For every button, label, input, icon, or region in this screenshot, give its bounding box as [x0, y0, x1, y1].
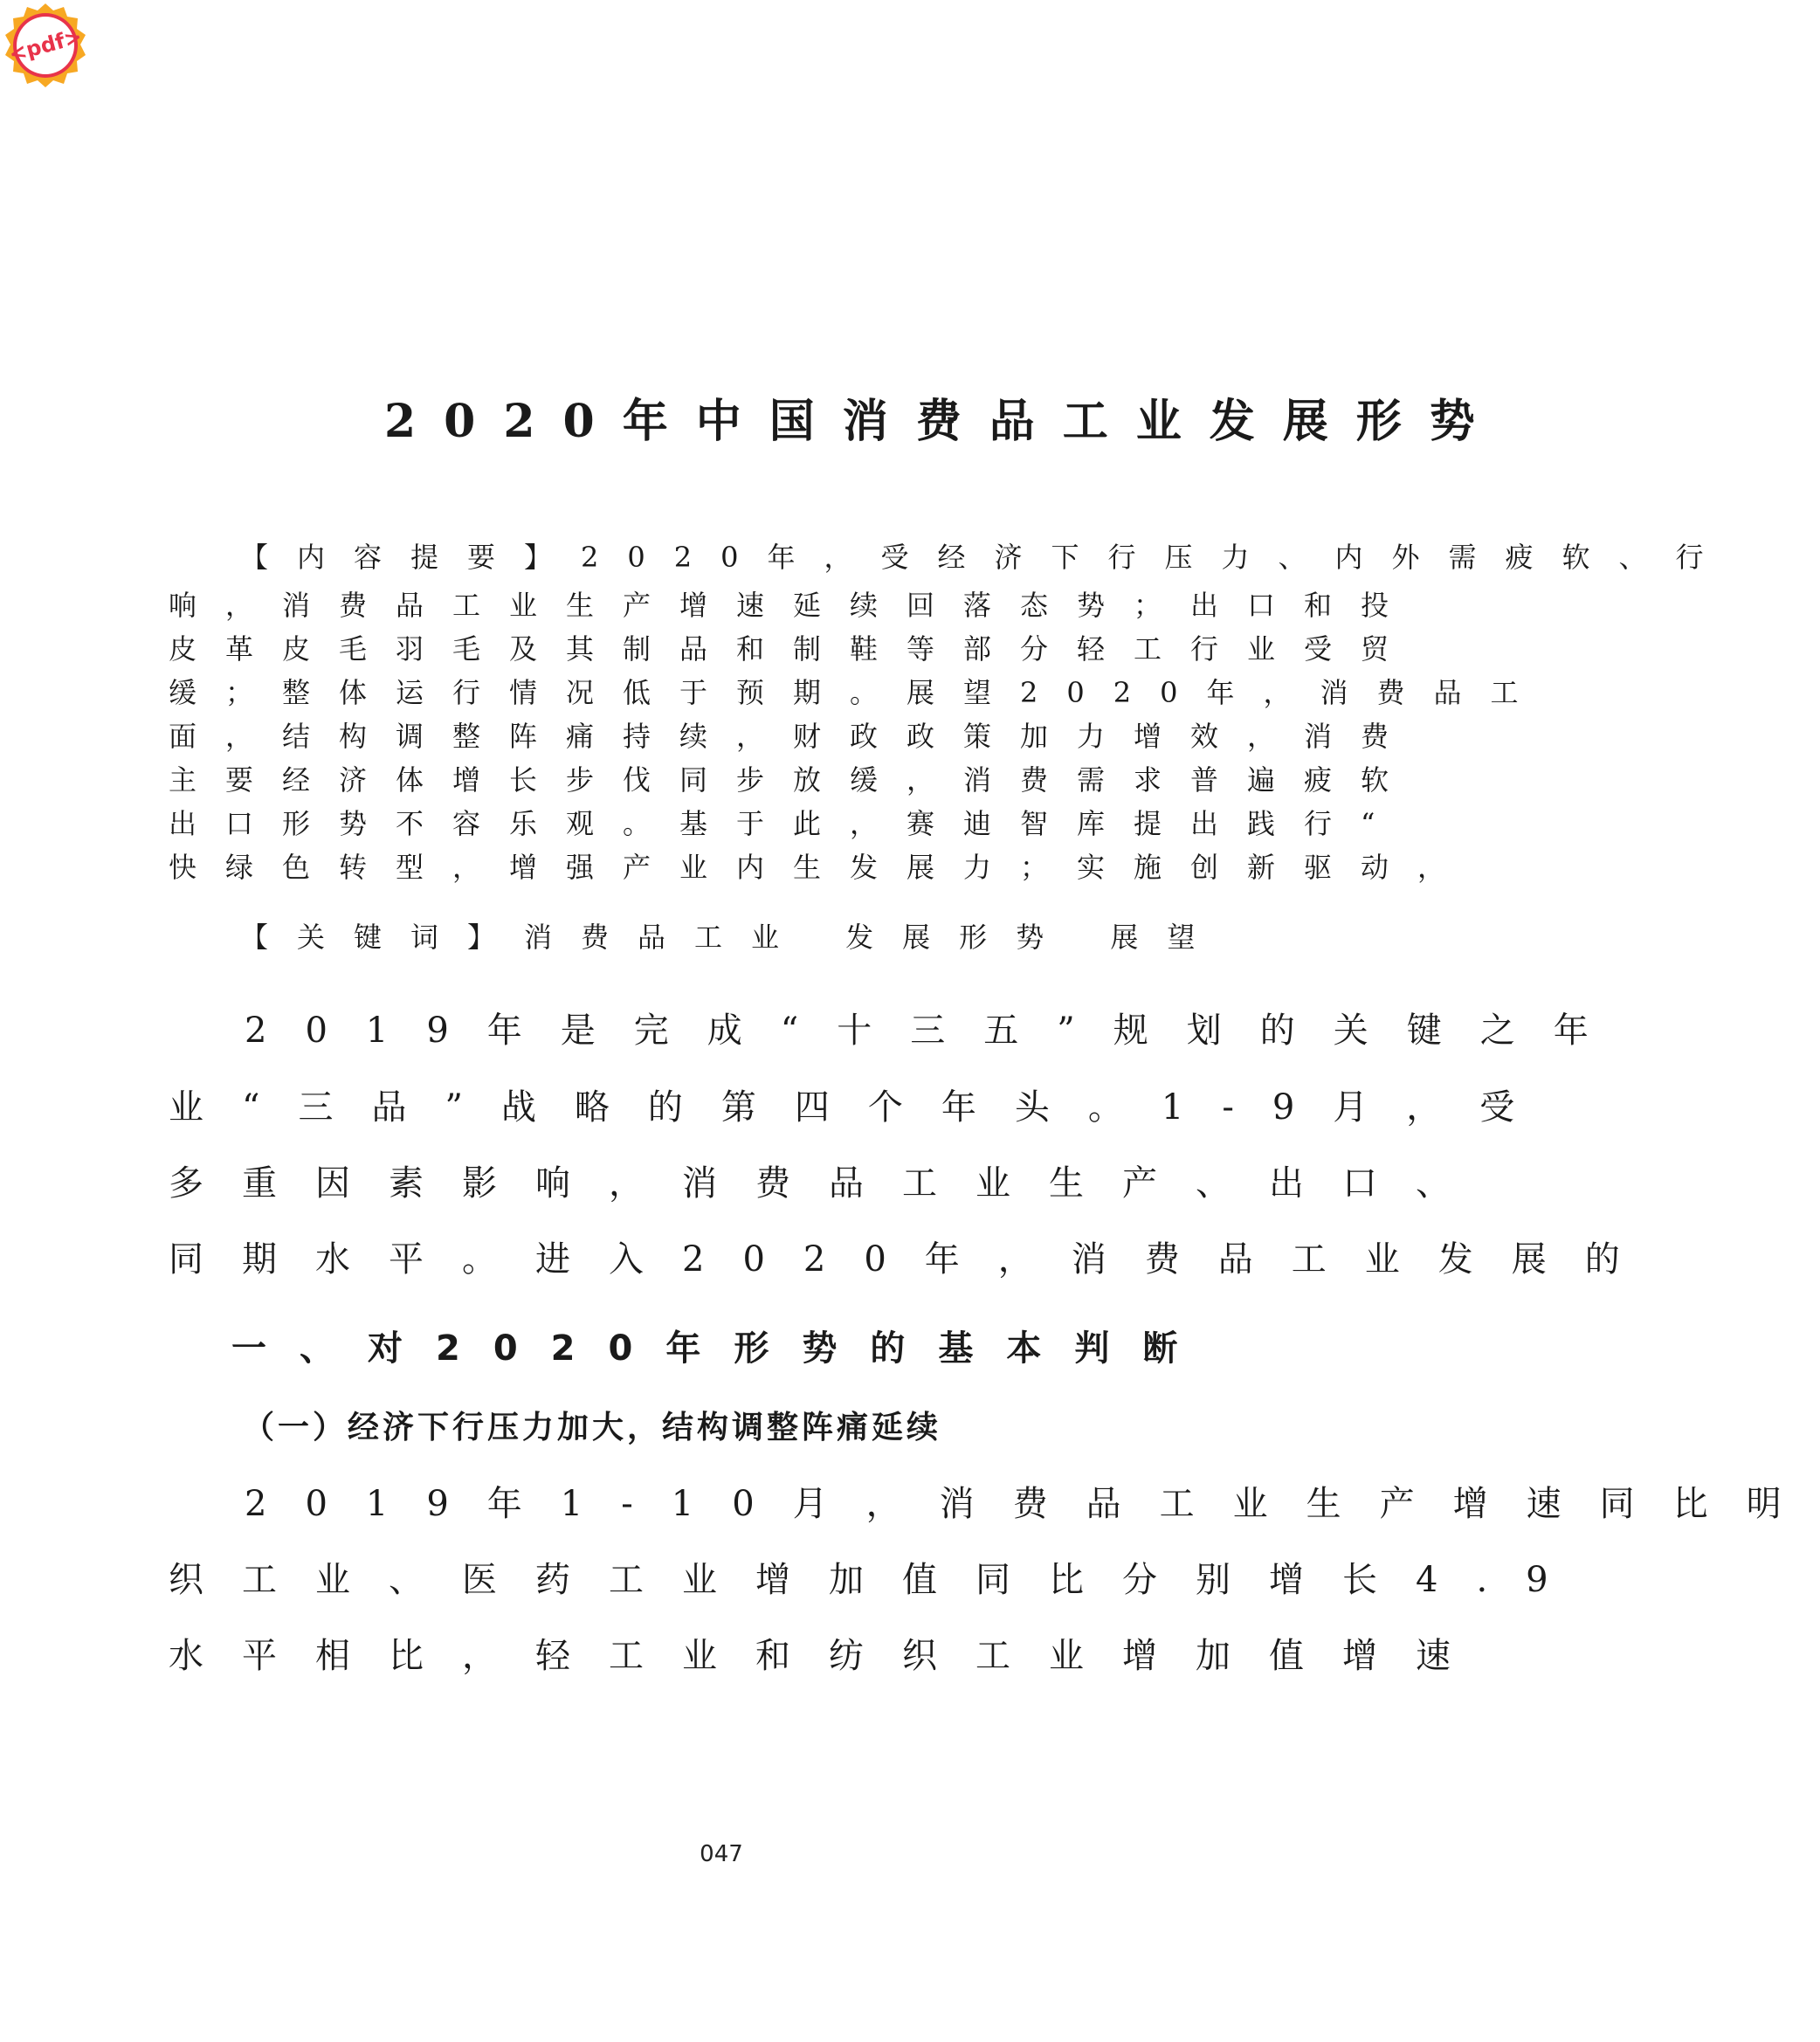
abstract-line: 出口形势不容乐观。基于此，赛迪智库提出践行“ — [169, 807, 1404, 840]
abstract-line: 主要经济体增长步伐同步放缓，消费需求普遍疲软 — [169, 763, 1418, 797]
abstract-line: 皮革皮毛羽毛及其制品和制鞋等部分轻工行业受贸 — [169, 632, 1418, 666]
body-line: 同期水平。进入2020年，消费品工业发展的 — [169, 1239, 1658, 1280]
keywords: 【关键词】消费品工业 发展形势 展望 — [240, 921, 1224, 954]
body-line: 2019年1-10月，消费品工业生产增速同比明 — [245, 1484, 1820, 1524]
abstract-line: 【内容提要】2020年，受经济下行压力、内外需疲软、行 — [240, 541, 1733, 574]
body-line: 织工业、医药工业增加值同比分别增长4.9 — [169, 1560, 1587, 1600]
body-line: 2019年是完成“十三五”规划的关键之年 — [245, 1011, 1627, 1051]
body-line: 业“三品”战略的第四个年头。1-9月，受 — [169, 1087, 1554, 1128]
abstract-line: 快绿色转型，增强产业内生发展力；实施创新驱动， — [169, 851, 1475, 884]
page-number: 047 — [700, 1841, 743, 1867]
svg-text:<pdf>: <pdf> — [6, 24, 85, 67]
body-line: 多重因素影响，消费品工业生产、出口、 — [169, 1163, 1489, 1204]
abstract-line: 面，结构调整阵痛持续，财政政策加力增效，消费 — [169, 720, 1418, 753]
body-line: 水平相比，轻工业和纺织工业增加值增速 — [169, 1636, 1489, 1676]
document-title: 2020年中国消费品工业发展形势 — [384, 395, 1503, 448]
section-heading: 一、对2020年形势的基本判断 — [231, 1328, 1211, 1369]
pdf-logo — [2, 2, 89, 89]
abstract-line: 响，消费品工业生产增速延续回落态势；出口和投 — [169, 589, 1418, 622]
abstract-line: 缓；整体运行情况低于预期。展望2020年，消费品工 — [169, 676, 1548, 709]
pdf-seal-icon — [2, 2, 89, 89]
subsection-heading: （一）经济下行压力加大，结构调整阵痛延续 — [243, 1409, 942, 1445]
